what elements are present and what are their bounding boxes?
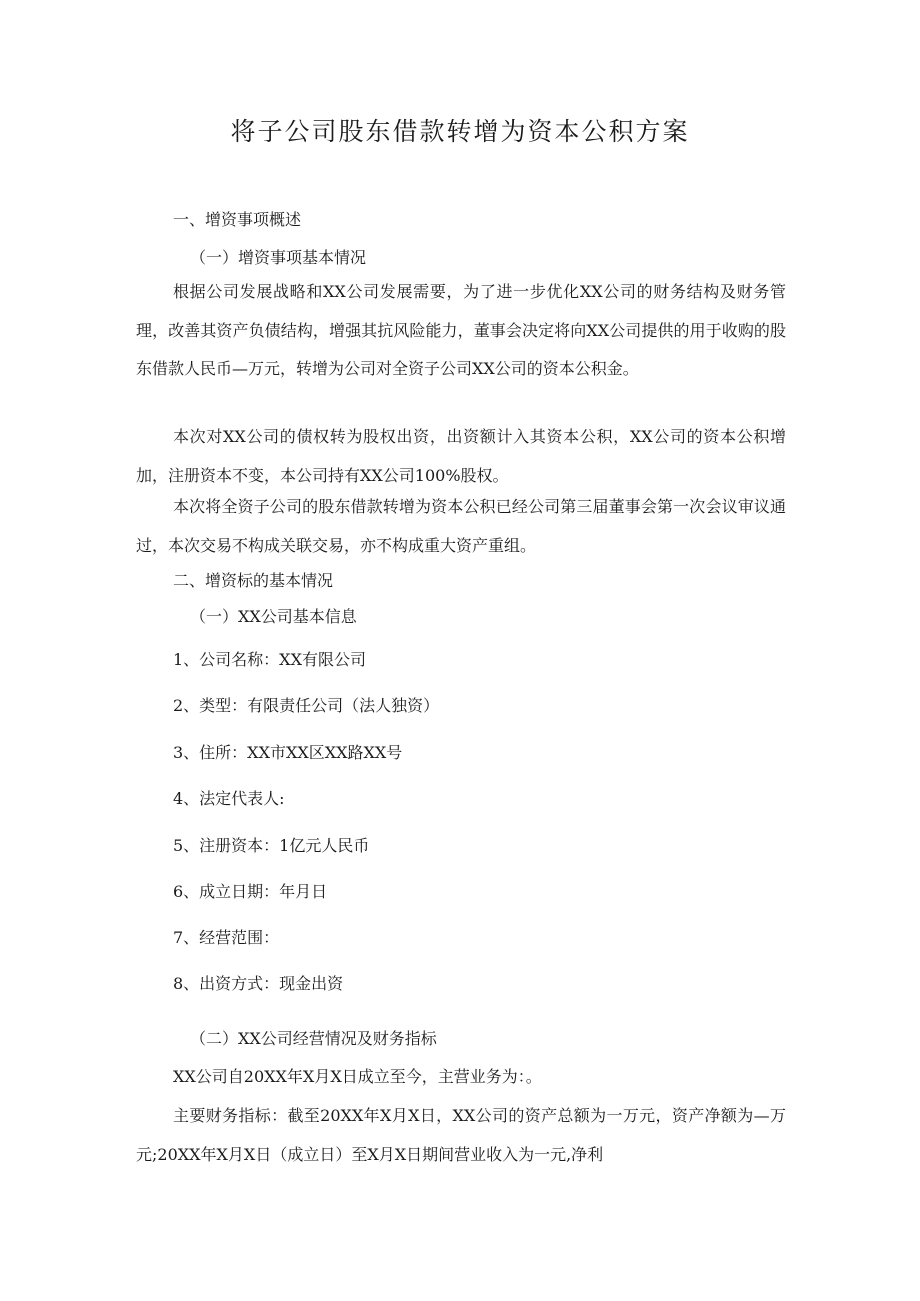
section-2-paragraph-2: 主要财务指标：截至20XX年X月X日，XX公司的资产总额为一万元，资产净额为—万元;20XX年X月X日（成立日）至X月X日期间营业收入为一元,净利 — [136, 1106, 786, 1164]
section-2-subheading-2: （二）XX公司经营情况及财务指标 — [190, 1029, 437, 1048]
section-1-heading: 一、增资事项概述 — [173, 210, 302, 229]
info-item-registered-capital: 5、注册资本：1亿元人民币 — [173, 836, 370, 855]
info-item-company-type: 2、类型：有限责任公司（法人独资） — [173, 696, 440, 715]
info-item-contribution-method: 8、出资方式：现金出资 — [173, 974, 344, 993]
section-2-subheading-1: （一）XX公司基本信息 — [190, 607, 357, 626]
info-item-establishment-date: 6、成立日期：年月日 — [173, 882, 328, 901]
info-item-address: 3、住所：XX市XX区XX路XX号 — [173, 743, 403, 762]
document-title: 将子公司股东借款转增为资本公积方案 — [230, 117, 690, 146]
info-item-legal-representative: 4、法定代表人: — [173, 789, 285, 808]
section-1-paragraph-2: 本次对XX公司的债权转为股权出资，出资额计入其资本公积，XX公司的资本公积增加，注册资本不变，本公司持有XX公司100%股权。 — [136, 427, 786, 485]
section-2-heading: 二、增资标的基本情况 — [173, 571, 334, 590]
info-item-company-name: 1、公司名称：XX有限公司 — [173, 650, 366, 669]
section-2-paragraph-1: XX公司自20XX年X月X日成立至今，主营业务为：。 — [173, 1067, 542, 1086]
section-1-paragraph-3: 本次将全资子公司的股东借款转增为资本公积已经公司第三届董事会第一次会议审议通过，本次交易不构成关联交易，亦不构成重大资产重组。 — [136, 497, 786, 555]
section-1-subheading: （一）增资事项基本情况 — [190, 248, 367, 267]
info-item-business-scope: 7、经营范围： — [173, 928, 280, 947]
section-1-paragraph-1: 根据公司发展战略和XX公司发展需要，为了进一步优化XX公司的财务结构及财务管理，改善其资产负债结构，增强其抗风险能力，董事会决定将向XX公司提供的用于收购的股东借款人民币—万元，转增为公司对全资子公司XX公司的资本公积金。 — [136, 282, 786, 378]
